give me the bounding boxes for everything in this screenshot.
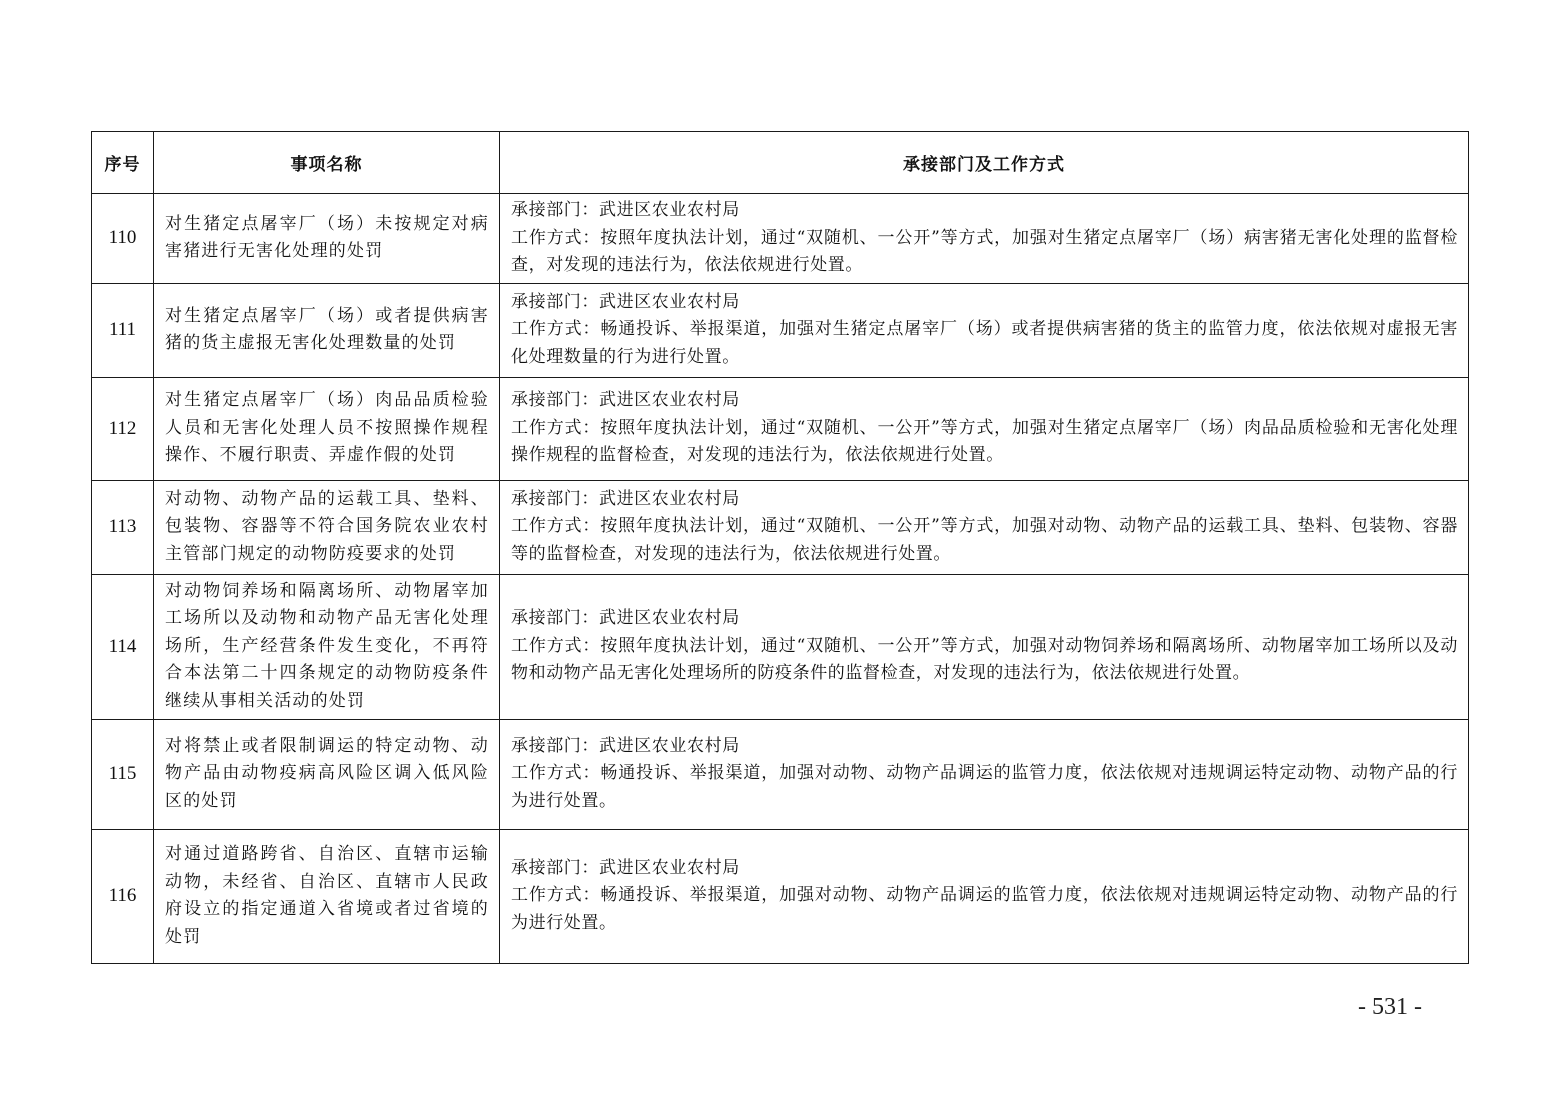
table-row <box>92 480 1469 574</box>
row-number: 112 <box>92 377 154 480</box>
dept-label: 承接部门：武进区农业农村局 <box>511 608 740 629</box>
work-method: 工作方式：按照年度执法计划，通过“双随机、一公开”等方式，加强对动物、动物产品的运载工具、垫料、包装物、容器等的监督检查，对发现的违法行为，依法依规进行处置。 <box>511 516 1458 564</box>
table-row <box>92 829 1469 963</box>
item-name: 对将禁止或者限制调运的特定动物、动物产品由动物疫病高风险区调入低风险区的处罚 <box>165 735 489 811</box>
row-number: 113 <box>92 480 154 574</box>
work-method: 工作方式：按照年度执法计划，通过“双随机、一公开”等方式，加强对生猪定点屠宰厂（场）肉品品质检验和无害化处理操作规程的监督检查，对发现的违法行为，依法依规进行处置。 <box>511 417 1458 466</box>
page-number: - 531 - <box>1358 994 1422 1020</box>
dept-label: 承接部门：武进区农业农村局 <box>511 488 740 509</box>
item-name: 对生猪定点屠宰厂（场）或者提供病害猪的货主虚报无害化处理数量的处罚 <box>165 305 489 353</box>
item-name: 对通过道路跨省、自治区、直辖市运输动物，未经省、自治区、直辖市人民政府设立的指定通道入省境或者过省境的处罚 <box>165 844 489 947</box>
dept-label: 承接部门：武进区农业农村局 <box>511 390 740 411</box>
dept-label: 承接部门：武进区农业农村局 <box>511 857 740 878</box>
work-method: 工作方式：畅通投诉、举报渠道，加强对动物、动物产品调运的监管力度，依法依规对违规调运特定动物、动物产品的行为进行处置。 <box>511 763 1458 811</box>
row-number: 116 <box>92 829 154 963</box>
row-number: 115 <box>92 719 154 829</box>
row-number: 111 <box>92 283 154 377</box>
dept-label: 承接部门：武进区农业农村局 <box>511 735 740 756</box>
items-table <box>91 131 1469 964</box>
dept-label: 承接部门：武进区农业农村局 <box>511 200 740 220</box>
table-row <box>92 574 1469 719</box>
item-name: 对生猪定点屠宰厂（场）肉品品质检验人员和无害化处理人员不按照操作规程操作、不履行职责、弄虚作假的处罚 <box>165 390 489 466</box>
header-no: 序号 <box>92 132 154 194</box>
header-dept: 承接部门及工作方式 <box>500 132 1469 194</box>
work-method: 工作方式：按照年度执法计划，通过“双随机、一公开”等方式，加强对生猪定点屠宰厂（场）病害猪无害化处理的监督检查，对发现的违法行为，依法依规进行处置。 <box>511 227 1458 275</box>
table-row <box>92 283 1469 377</box>
table-header-row <box>92 132 1469 194</box>
table-row <box>92 377 1469 480</box>
dept-label: 承接部门：武进区农业农村局 <box>511 291 740 312</box>
row-number: 114 <box>92 574 154 719</box>
header-name: 事项名称 <box>154 132 500 194</box>
work-method: 工作方式：畅通投诉、举报渠道，加强对动物、动物产品调运的监管力度，依法依规对违规调运特定动物、动物产品的行为进行处置。 <box>511 885 1458 933</box>
item-name: 对生猪定点屠宰厂（场）未按规定对病害猪进行无害化处理的处罚 <box>165 213 489 262</box>
table-row <box>92 719 1469 829</box>
table-row <box>92 194 1469 284</box>
item-name: 对动物饲养场和隔离场所、动物屠宰加工场所以及动物和动物产品无害化处理场所，生产经营条件发生变化，不再符合本法第二十四条规定的动物防疫条件继续从事相关活动的处罚 <box>165 580 489 711</box>
row-number: 110 <box>92 194 154 284</box>
work-method: 工作方式：按照年度执法计划，通过“双随机、一公开”等方式，加强对动物饲养场和隔离场所、动物屠宰加工场所以及动物和动物产品无害化处理场所的防疫条件的监督检查，对发现的违法行为，依法依规进行处置。 <box>511 635 1458 684</box>
work-method: 工作方式：畅通投诉、举报渠道，加强对生猪定点屠宰厂（场）或者提供病害猪的货主的监管力度，依法依规对虚报无害化处理数量的行为进行处置。 <box>511 319 1458 367</box>
item-name: 对动物、动物产品的运载工具、垫料、包装物、容器等不符合国务院农业农村主管部门规定的动物防疫要求的处罚 <box>165 488 489 564</box>
